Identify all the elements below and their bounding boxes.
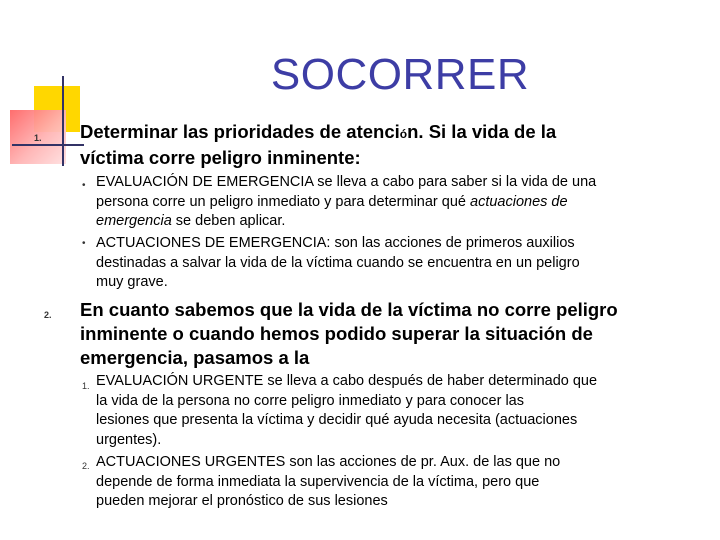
item-2-sub-1-line3: lesiones que presenta la víctima y decidir qué ayuda necesita (actuaciones bbox=[96, 412, 578, 428]
item-1-number: 1. bbox=[34, 133, 42, 143]
item-1-sub-1 bbox=[96, 173, 706, 232]
item-2-sub-2-line2: depende de forma inmediata la supervivencia de la víctima, pero que bbox=[96, 473, 540, 490]
item-1-sub-2-line1: ACTUACIONES DE EMERGENCIA: son las acciones de primeros auxilios bbox=[96, 235, 575, 251]
item-1-sub-1-line1: EVALUACIÓN DE EMERGENCIA se lleva a cabo para saber si la vida de una bbox=[96, 174, 597, 190]
item-2-sub-2-line3: pueden mejorar el pronóstico de sus lesiones bbox=[96, 493, 388, 509]
item-2-number: 2. bbox=[44, 310, 52, 320]
item-2-sub-2-line1: ACTUACIONES URGENTES son las acciones de pr. Aux. de las que no bbox=[96, 454, 561, 470]
item-1-heading bbox=[80, 120, 700, 170]
item-1-heading-line1 bbox=[80, 120, 700, 146]
item-2-heading-line3: emergencia, pasamos a la bbox=[80, 347, 310, 368]
item-1-sub-1-line3-text: se deben aplicar. bbox=[171, 213, 286, 229]
item-1-sub-1-line2 bbox=[96, 193, 706, 213]
item-1-sub-1-line3-italic: emergencia bbox=[96, 213, 172, 229]
item-1-sub-1-line2-text: persona corre un peligro inmediato y para determinar qué bbox=[96, 193, 470, 210]
item-1-sub-1-line2-italic: actuaciones de bbox=[470, 193, 568, 210]
item-2-heading-line1: En cuanto sabemos que la vida de la víctima no corre peligro bbox=[80, 299, 618, 320]
item-1-sub-1-line3 bbox=[96, 212, 706, 232]
item-1-heading-part-a: Determinar las prioridades de atenci bbox=[80, 121, 400, 142]
item-1-sub-2-bullet: • bbox=[82, 238, 86, 249]
item-1-sub-2 bbox=[96, 234, 706, 293]
item-1-heading-o: ó bbox=[399, 127, 408, 141]
item-1-sub-1-bullet: • bbox=[82, 180, 86, 191]
decorative-horizontal-line bbox=[12, 144, 84, 146]
item-1-heading-part-b: n. Si la vida de la bbox=[407, 121, 557, 142]
item-2-sub-2 bbox=[96, 453, 706, 512]
item-2-sub-1-line1: EVALUACIÓN URGENTE se lleva a cabo después de haber determinado que bbox=[96, 373, 598, 389]
item-1-sub-2-line3: muy grave. bbox=[96, 274, 168, 290]
slide-title: SOCORRER bbox=[270, 50, 530, 99]
item-1-heading-line2: víctima corre peligro inminente: bbox=[80, 147, 361, 168]
decorative-vertical-line bbox=[62, 76, 64, 166]
item-2-sub-2-number: 2. bbox=[82, 461, 90, 471]
item-2-sub-1-line2: la vida de la persona no corre peligro inmediato y para conocer las bbox=[96, 392, 524, 409]
item-2-heading-line2: inminente o cuando hemos podido superar la situación de bbox=[80, 323, 593, 344]
item-2-heading bbox=[80, 298, 700, 370]
item-1-sub-2-line2: destinadas a salvar la vida de la víctima cuando se encuentra en un peligro bbox=[96, 254, 580, 271]
item-2-sub-1-line4: urgentes). bbox=[96, 431, 162, 448]
item-2-sub-1-number: 1. bbox=[82, 381, 90, 391]
item-2-sub-1 bbox=[96, 372, 706, 450]
